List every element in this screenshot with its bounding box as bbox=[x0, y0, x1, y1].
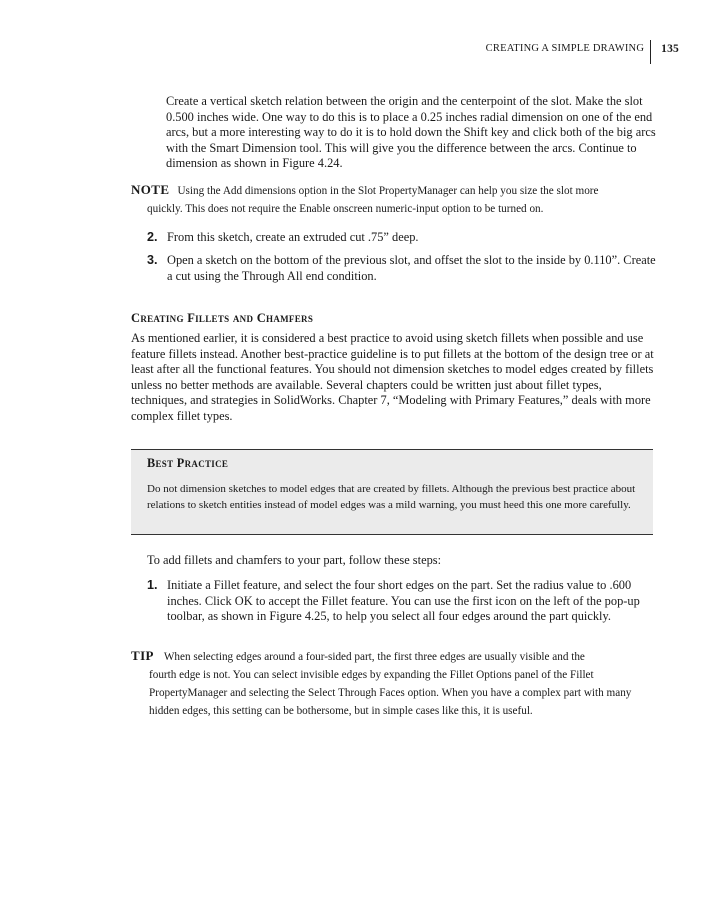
step-number: 2. bbox=[147, 230, 158, 244]
tip-label: TIP bbox=[131, 648, 154, 663]
best-practice-text: Do not dimension sketches to model edges that are created by fillets. Although the previous best practice about relations to sketch entities instead of model edges was a mild warning, you must heed this one more carefully. bbox=[147, 483, 636, 511]
step-text: Initiate a Fillet feature, and select the four short edges on the part. Set the radius value to .600 inches. Click OK to accept the Fillet feature. You can use the first icon on the left of the pop-up toolbar, as shown in Figure 4.25, to help you select all four edges around the part quickly. bbox=[167, 578, 640, 624]
steps-intro: To add fillets and chamfers to your part, follow these steps: bbox=[147, 553, 442, 567]
note-text-line2: quickly. This does not require the Enable onscreen numeric-input option to be turned on. bbox=[147, 203, 544, 215]
section-body: As mentioned earlier, it is considered a best practice to avoid using sketch fillets when possible and use feature fillets instead. Another best-practice guideline is to put fillets at the bottom of the design tree or at least after all the functional features. You should not dimension sketches to model edges created by fillets unless no better methods are available. Several chapters could be written just about fillet types, techniques, and strategies in SolidWorks. Chapter 7, “Modeling with Primary Features,” deals with more complex fillet types. bbox=[131, 331, 654, 423]
running-title: CREATING A SIMPLE DRAWING bbox=[485, 43, 645, 54]
page-number: 135 bbox=[661, 43, 679, 55]
note-label: NOTE bbox=[131, 182, 170, 197]
tip-box bbox=[131, 647, 661, 720]
step-item bbox=[147, 253, 657, 284]
step-number: 1. bbox=[147, 578, 158, 592]
tip-text-line1: When selecting edges around a four-sided part, the first three edges are usually visible and the bbox=[163, 651, 585, 663]
step-item bbox=[147, 578, 657, 625]
tip-text-rest: fourth edge is not. You can select invisible edges by expanding the Fillet Options panel of the Fillet PropertyManager and selecting the Select Through Faces option. When you have a complex part with many hidden edges, this setting can be bothersome, but in simple cases like this, it is useful. bbox=[149, 669, 632, 717]
step-text: From this sketch, create an extruded cut .75” deep. bbox=[167, 230, 419, 244]
running-header bbox=[486, 40, 679, 64]
note-box bbox=[131, 181, 661, 218]
intro-paragraph: Create a vertical sketch relation between the origin and the centerpoint of the slot. Make the slot 0.500 inches wide. One way to do this is to place a 0.25 inches radial dimension on one of the end arcs, but a more interesting way to do it is to hold down the Shift key and click both of the big arcs with the Smart Dimension tool. This will give you the difference between the arcs. Continue to dimension as shown in Figure 4.24. bbox=[166, 94, 656, 171]
step-number: 3. bbox=[147, 253, 158, 267]
note-text-line1: Using the Add dimensions option in the Slot PropertyManager can help you size the slot more bbox=[177, 185, 599, 197]
best-practice-heading: Best Practice bbox=[147, 456, 229, 470]
best-practice-box bbox=[131, 449, 653, 535]
step-item bbox=[147, 230, 657, 246]
section-heading: Creating Fillets and Chamfers bbox=[131, 311, 314, 325]
step-text: Open a sketch on the bottom of the previous slot, and offset the slot to the inside by 0.110”. Create a cut using the Through All end condition. bbox=[167, 253, 656, 283]
